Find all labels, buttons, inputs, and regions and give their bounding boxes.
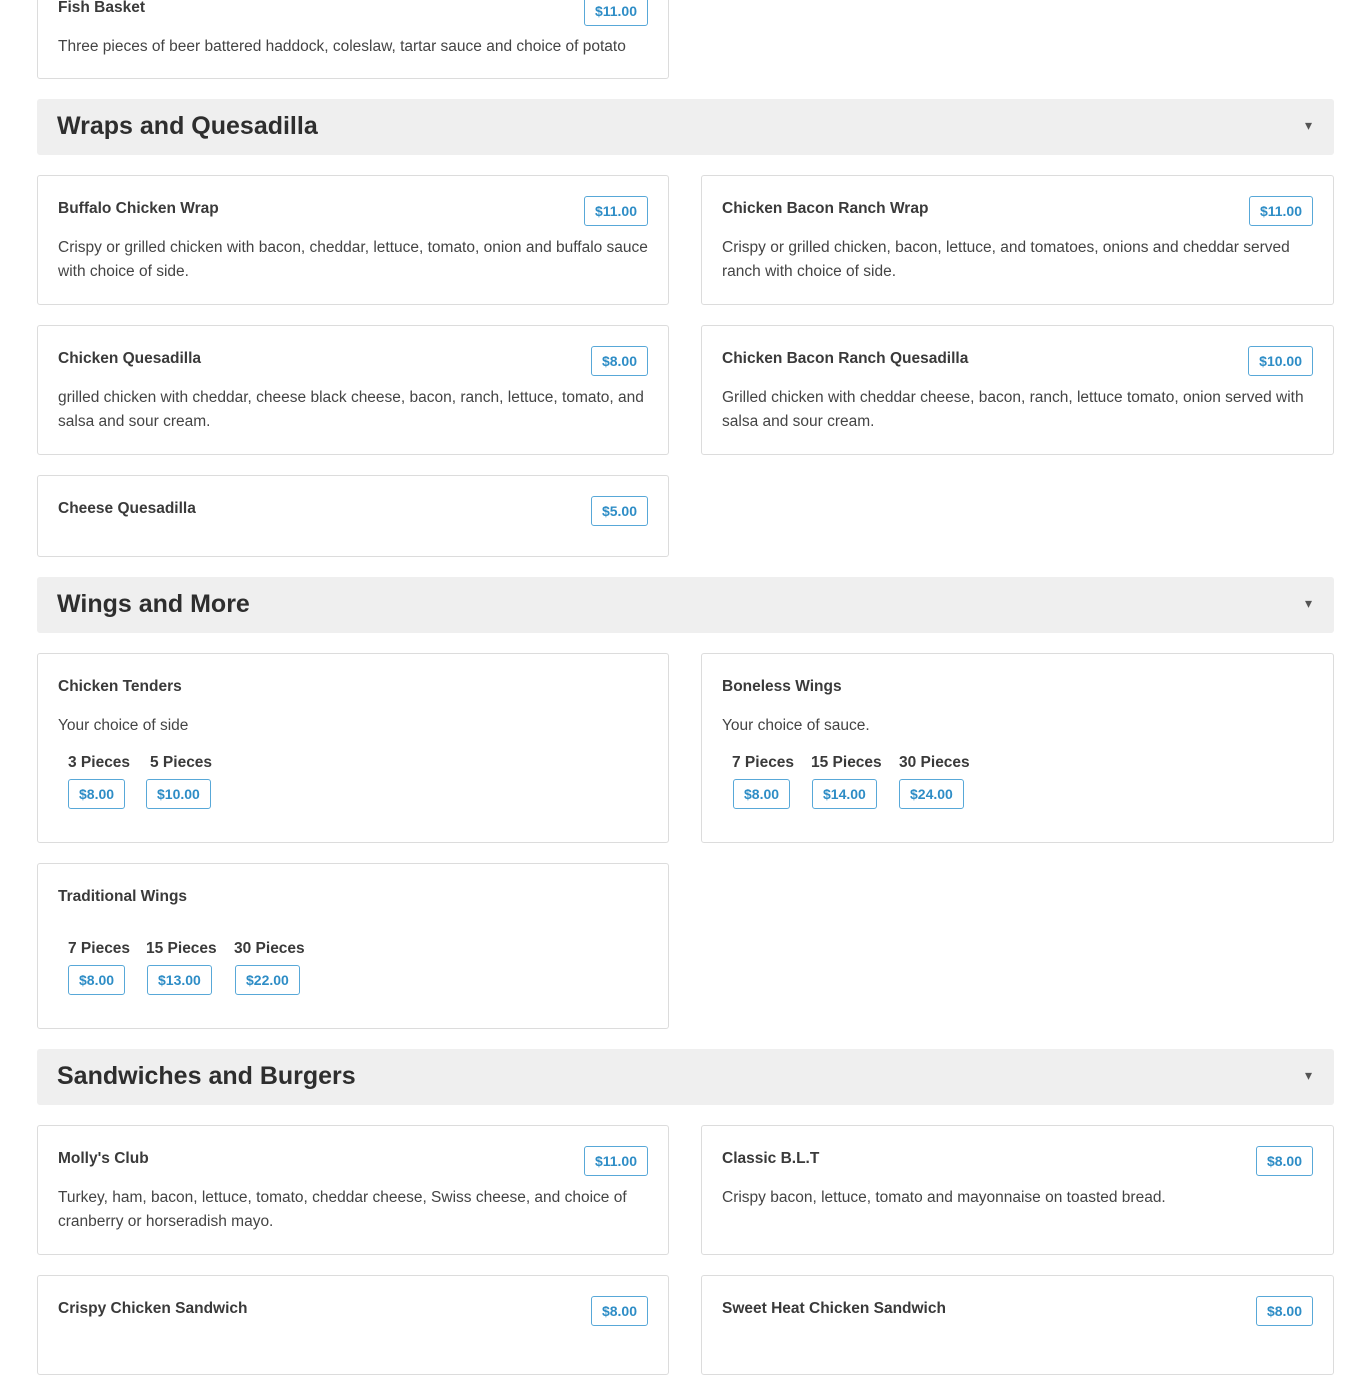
menu-item-cheese-quesadilla bbox=[37, 475, 669, 557]
option-label: 15 Pieces bbox=[811, 754, 882, 771]
menu-item-classic-blt bbox=[701, 1125, 1334, 1255]
option-price[interactable]: $8.00 bbox=[68, 779, 125, 809]
option-price[interactable]: $10.00 bbox=[146, 779, 211, 809]
option-price[interactable]: $22.00 bbox=[235, 965, 300, 995]
menu-item-sweet-heat-chicken-sandwich bbox=[701, 1275, 1334, 1375]
option-price[interactable]: $24.00 bbox=[899, 779, 964, 809]
menu-item-fish-basket bbox=[37, 0, 669, 79]
option-price[interactable]: $8.00 bbox=[68, 965, 125, 995]
item-name: Chicken Bacon Ranch Quesadilla bbox=[722, 350, 969, 367]
item-name: Fish Basket bbox=[58, 0, 146, 16]
menu-item-boneless-wings bbox=[701, 653, 1334, 843]
item-description: Crispy or grilled chicken, bacon, lettuce, and tomatoes, onions and cheddar served ranch with choice of side. bbox=[722, 239, 1290, 280]
menu-item-crispy-chicken-sandwich bbox=[37, 1275, 669, 1375]
item-name: Crispy Chicken Sandwich bbox=[58, 1300, 248, 1317]
chevron-down-icon[interactable]: ▾ bbox=[1304, 117, 1312, 133]
item-name: Molly's Club bbox=[58, 1150, 149, 1167]
item-price[interactable]: $5.00 bbox=[591, 496, 648, 526]
item-description: Crispy or grilled chicken with bacon, cheddar, lettuce, tomato, onion and buffalo sauce with choice of side. bbox=[58, 239, 648, 280]
section-header-wings[interactable] bbox=[37, 577, 1334, 633]
item-price[interactable]: $11.00 bbox=[1249, 196, 1313, 226]
option-label: 7 Pieces bbox=[68, 940, 131, 957]
option-label: 3 Pieces bbox=[68, 754, 131, 771]
item-name: Chicken Bacon Ranch Wrap bbox=[722, 200, 929, 217]
menu-item-chicken-quesadilla bbox=[37, 325, 669, 455]
chevron-down-icon[interactable]: ▾ bbox=[1304, 595, 1312, 611]
item-description: Your choice of sauce. bbox=[722, 717, 870, 734]
item-price[interactable]: $8.00 bbox=[591, 346, 648, 376]
item-price[interactable]: $10.00 bbox=[1248, 346, 1313, 376]
section-header-sandwiches[interactable] bbox=[37, 1049, 1334, 1105]
menu-item-traditional-wings bbox=[37, 863, 669, 1029]
option-label: 15 Pieces bbox=[146, 940, 217, 957]
item-description: Turkey, ham, bacon, lettuce, tomato, cheddar cheese, Swiss cheese, and choice of cranberry or horseradish mayo. bbox=[58, 1189, 627, 1230]
option-label: 5 Pieces bbox=[150, 754, 213, 771]
menu-item-chicken-tenders bbox=[37, 653, 669, 843]
section-title: Wraps and Quesadilla bbox=[57, 112, 318, 140]
item-name: Sweet Heat Chicken Sandwich bbox=[722, 1300, 946, 1317]
item-description: Grilled chicken with cheddar cheese, bacon, ranch, lettuce tomato, onion served with salsa and sour cream. bbox=[722, 389, 1304, 430]
option-label: 7 Pieces bbox=[732, 754, 795, 771]
item-price[interactable]: $8.00 bbox=[1256, 1296, 1313, 1326]
item-description: grilled chicken with cheddar, cheese black cheese, bacon, ranch, lettuce, tomato, and salsa and sour cream. bbox=[58, 389, 644, 430]
option-label: 30 Pieces bbox=[899, 754, 970, 771]
item-name: Chicken Quesadilla bbox=[58, 350, 201, 367]
item-name: Cheese Quesadilla bbox=[58, 500, 196, 517]
item-description: Three pieces of beer battered haddock, coleslaw, tartar sauce and choice of potato bbox=[58, 38, 626, 55]
item-price[interactable]: $11.00 bbox=[584, 1146, 648, 1176]
item-name: Chicken Tenders bbox=[58, 678, 182, 695]
menu-item-chicken-bacon-ranch-wrap bbox=[701, 175, 1334, 305]
option-price[interactable]: $8.00 bbox=[733, 779, 790, 809]
menu-item-chicken-bacon-ranch-quesadilla bbox=[701, 325, 1334, 455]
item-name: Classic B.L.T bbox=[722, 1150, 820, 1167]
item-description: Crispy bacon, lettuce, tomato and mayonnaise on toasted bread. bbox=[722, 1189, 1166, 1206]
section-title: Wings and More bbox=[57, 590, 250, 618]
menu-item-mollys-club bbox=[37, 1125, 669, 1255]
item-price[interactable]: $8.00 bbox=[1256, 1146, 1313, 1176]
item-name: Traditional Wings bbox=[58, 888, 188, 905]
option-label: 30 Pieces bbox=[234, 940, 305, 957]
menu-item-buffalo-chicken-wrap bbox=[37, 175, 669, 305]
item-price[interactable]: $8.00 bbox=[591, 1296, 648, 1326]
section-header-wraps[interactable] bbox=[37, 99, 1334, 155]
item-name: Buffalo Chicken Wrap bbox=[58, 200, 219, 217]
item-price[interactable]: $11.00 bbox=[584, 0, 648, 26]
section-title: Sandwiches and Burgers bbox=[57, 1062, 356, 1090]
chevron-down-icon[interactable]: ▾ bbox=[1304, 1067, 1312, 1083]
item-name: Boneless Wings bbox=[722, 678, 842, 695]
item-price[interactable]: $11.00 bbox=[584, 196, 648, 226]
option-price[interactable]: $14.00 bbox=[812, 779, 877, 809]
option-price[interactable]: $13.00 bbox=[147, 965, 212, 995]
item-description: Your choice of side bbox=[58, 717, 189, 734]
